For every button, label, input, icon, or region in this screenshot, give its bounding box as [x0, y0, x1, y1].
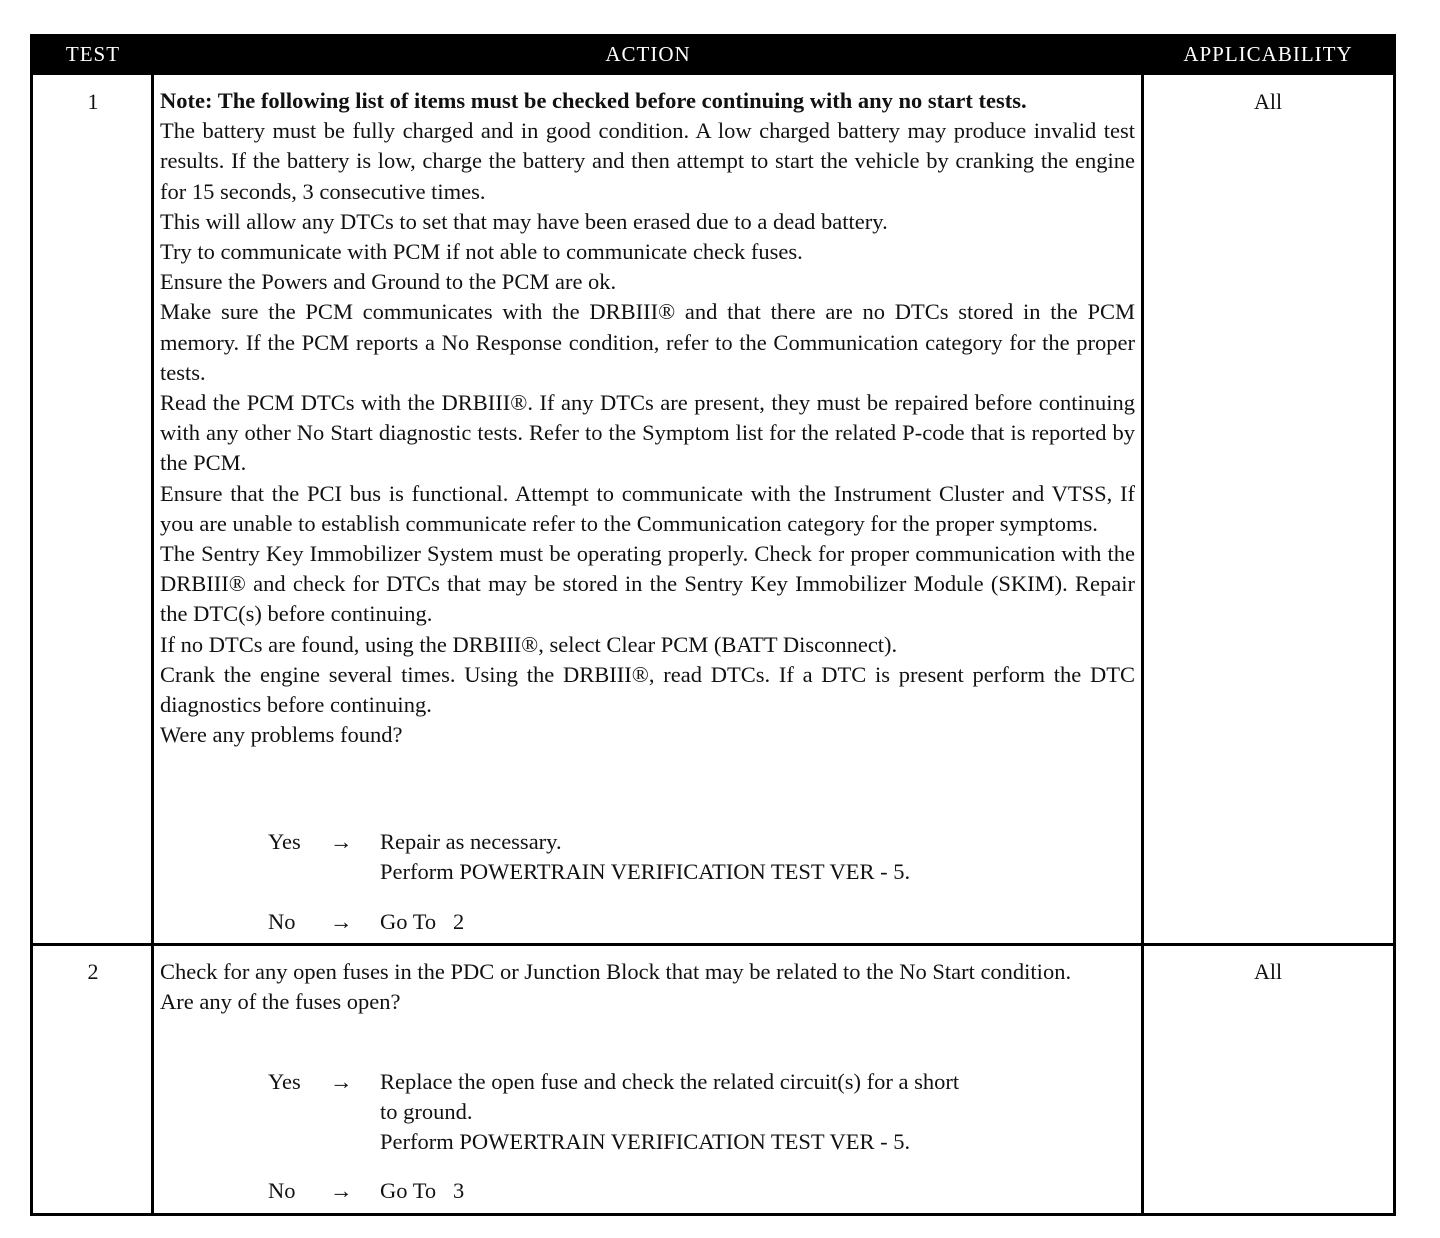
yes-line: to ground.: [380, 1099, 473, 1124]
action-line: Were any problems found?: [160, 722, 403, 748]
action-text-2: [160, 957, 1135, 1017]
action-line: Are any of the fuses open?: [160, 989, 401, 1015]
column-divider: [151, 75, 154, 1213]
no-result-1: [268, 907, 1148, 937]
row-divider: [33, 943, 1393, 946]
action-line: This will allow any DTCs to set that may have been erased due to a dead battery.: [160, 208, 888, 234]
test-number-2: 2: [87, 959, 99, 984]
no-result-2: [268, 1176, 1148, 1206]
action-line: The battery must be fully charged and in good condition. A low charged battery may produce invalid test results. If the battery is low, charge the battery and then attempt to start the vehicle by cranking the engine for 15 seconds, 3 consecutive times.: [160, 118, 1135, 204]
yes-line: Replace the open fuse and check the related circuit(s) for a short: [380, 1069, 960, 1094]
yes-result-2: [268, 1067, 1148, 1157]
action-line: Crank the engine several times. Using the DRBIII®, read DTCs. If a DTC is present perform the DTC diagnostics before continuing.: [160, 661, 1135, 718]
action-line: Try to communicate with PCM if not able to communicate check fuses.: [160, 239, 803, 265]
no-line: Go To 3: [380, 1178, 465, 1203]
note-text: Note: The following list of items must be checked before continuing with any no start tests.: [160, 88, 1027, 113]
yes-label: Yes: [268, 829, 301, 854]
action-line: Read the PCM DTCs with the DRBIII®. If any DTCs are present, they must be repaired before continuing with any other No Start diagnostic tests. Refer to the Symptom list for the related P-code that is reported by the PCM.: [160, 390, 1135, 476]
column-divider: [1141, 75, 1144, 1213]
table-header: [33, 37, 1393, 75]
yes-label: Yes: [268, 1069, 301, 1094]
diagnostic-table: [30, 34, 1396, 1216]
test-number-1: 1: [87, 89, 99, 114]
action-line: Ensure that the PCI bus is functional. Attempt to communicate with the Instrument Cluster and VTSS, If you are unable to establish communicate refer to the Communication category for the proper symptoms.: [160, 480, 1135, 536]
no-label: No: [268, 1178, 296, 1203]
yes-result-1: [268, 827, 1148, 887]
action-line: Check for any open fuses in the PDC or Junction Block that may be related to the No Start condition.: [160, 959, 1072, 984]
action-line: Make sure the PCM communicates with the DRBIII® and that there are no DTCs stored in the PCM memory. If the PCM reports a No Response condition, refer to the Communication category for the proper tests.: [160, 299, 1135, 385]
no-line: Go To 2: [380, 909, 465, 934]
yes-line: Perform POWERTRAIN VERIFICATION TEST VER - 5.: [380, 1129, 911, 1154]
arrow-right-icon: →: [330, 909, 353, 934]
arrow-right-icon: →: [330, 1069, 353, 1094]
arrow-right-icon: →: [330, 829, 353, 854]
arrow-right-icon: →: [330, 1178, 353, 1203]
action-line: Ensure the Powers and Ground to the PCM are ok.: [160, 269, 617, 295]
applicability-2: All: [1253, 959, 1283, 984]
header-applicability: APPLICABILITY: [1183, 42, 1353, 66]
yes-line: Perform POWERTRAIN VERIFICATION TEST VER - 5.: [380, 859, 911, 884]
yes-line: Repair as necessary.: [380, 829, 562, 854]
action-line: If no DTCs are found, using the DRBIII®, select Clear PCM (BATT Disconnect).: [160, 631, 898, 657]
header-action: ACTION: [605, 42, 691, 66]
header-test: TEST: [65, 42, 121, 66]
action-text-1: [160, 86, 1135, 750]
action-line: The Sentry Key Immobilizer System must be operating properly. Check for proper communication with the DRBIII® and check for DTCs that may be stored in the Sentry Key Immobilizer Module (SKIM). Repair the DTC(s) before continuing.: [160, 541, 1135, 627]
no-label: No: [268, 909, 296, 934]
applicability-1: All: [1253, 89, 1283, 114]
